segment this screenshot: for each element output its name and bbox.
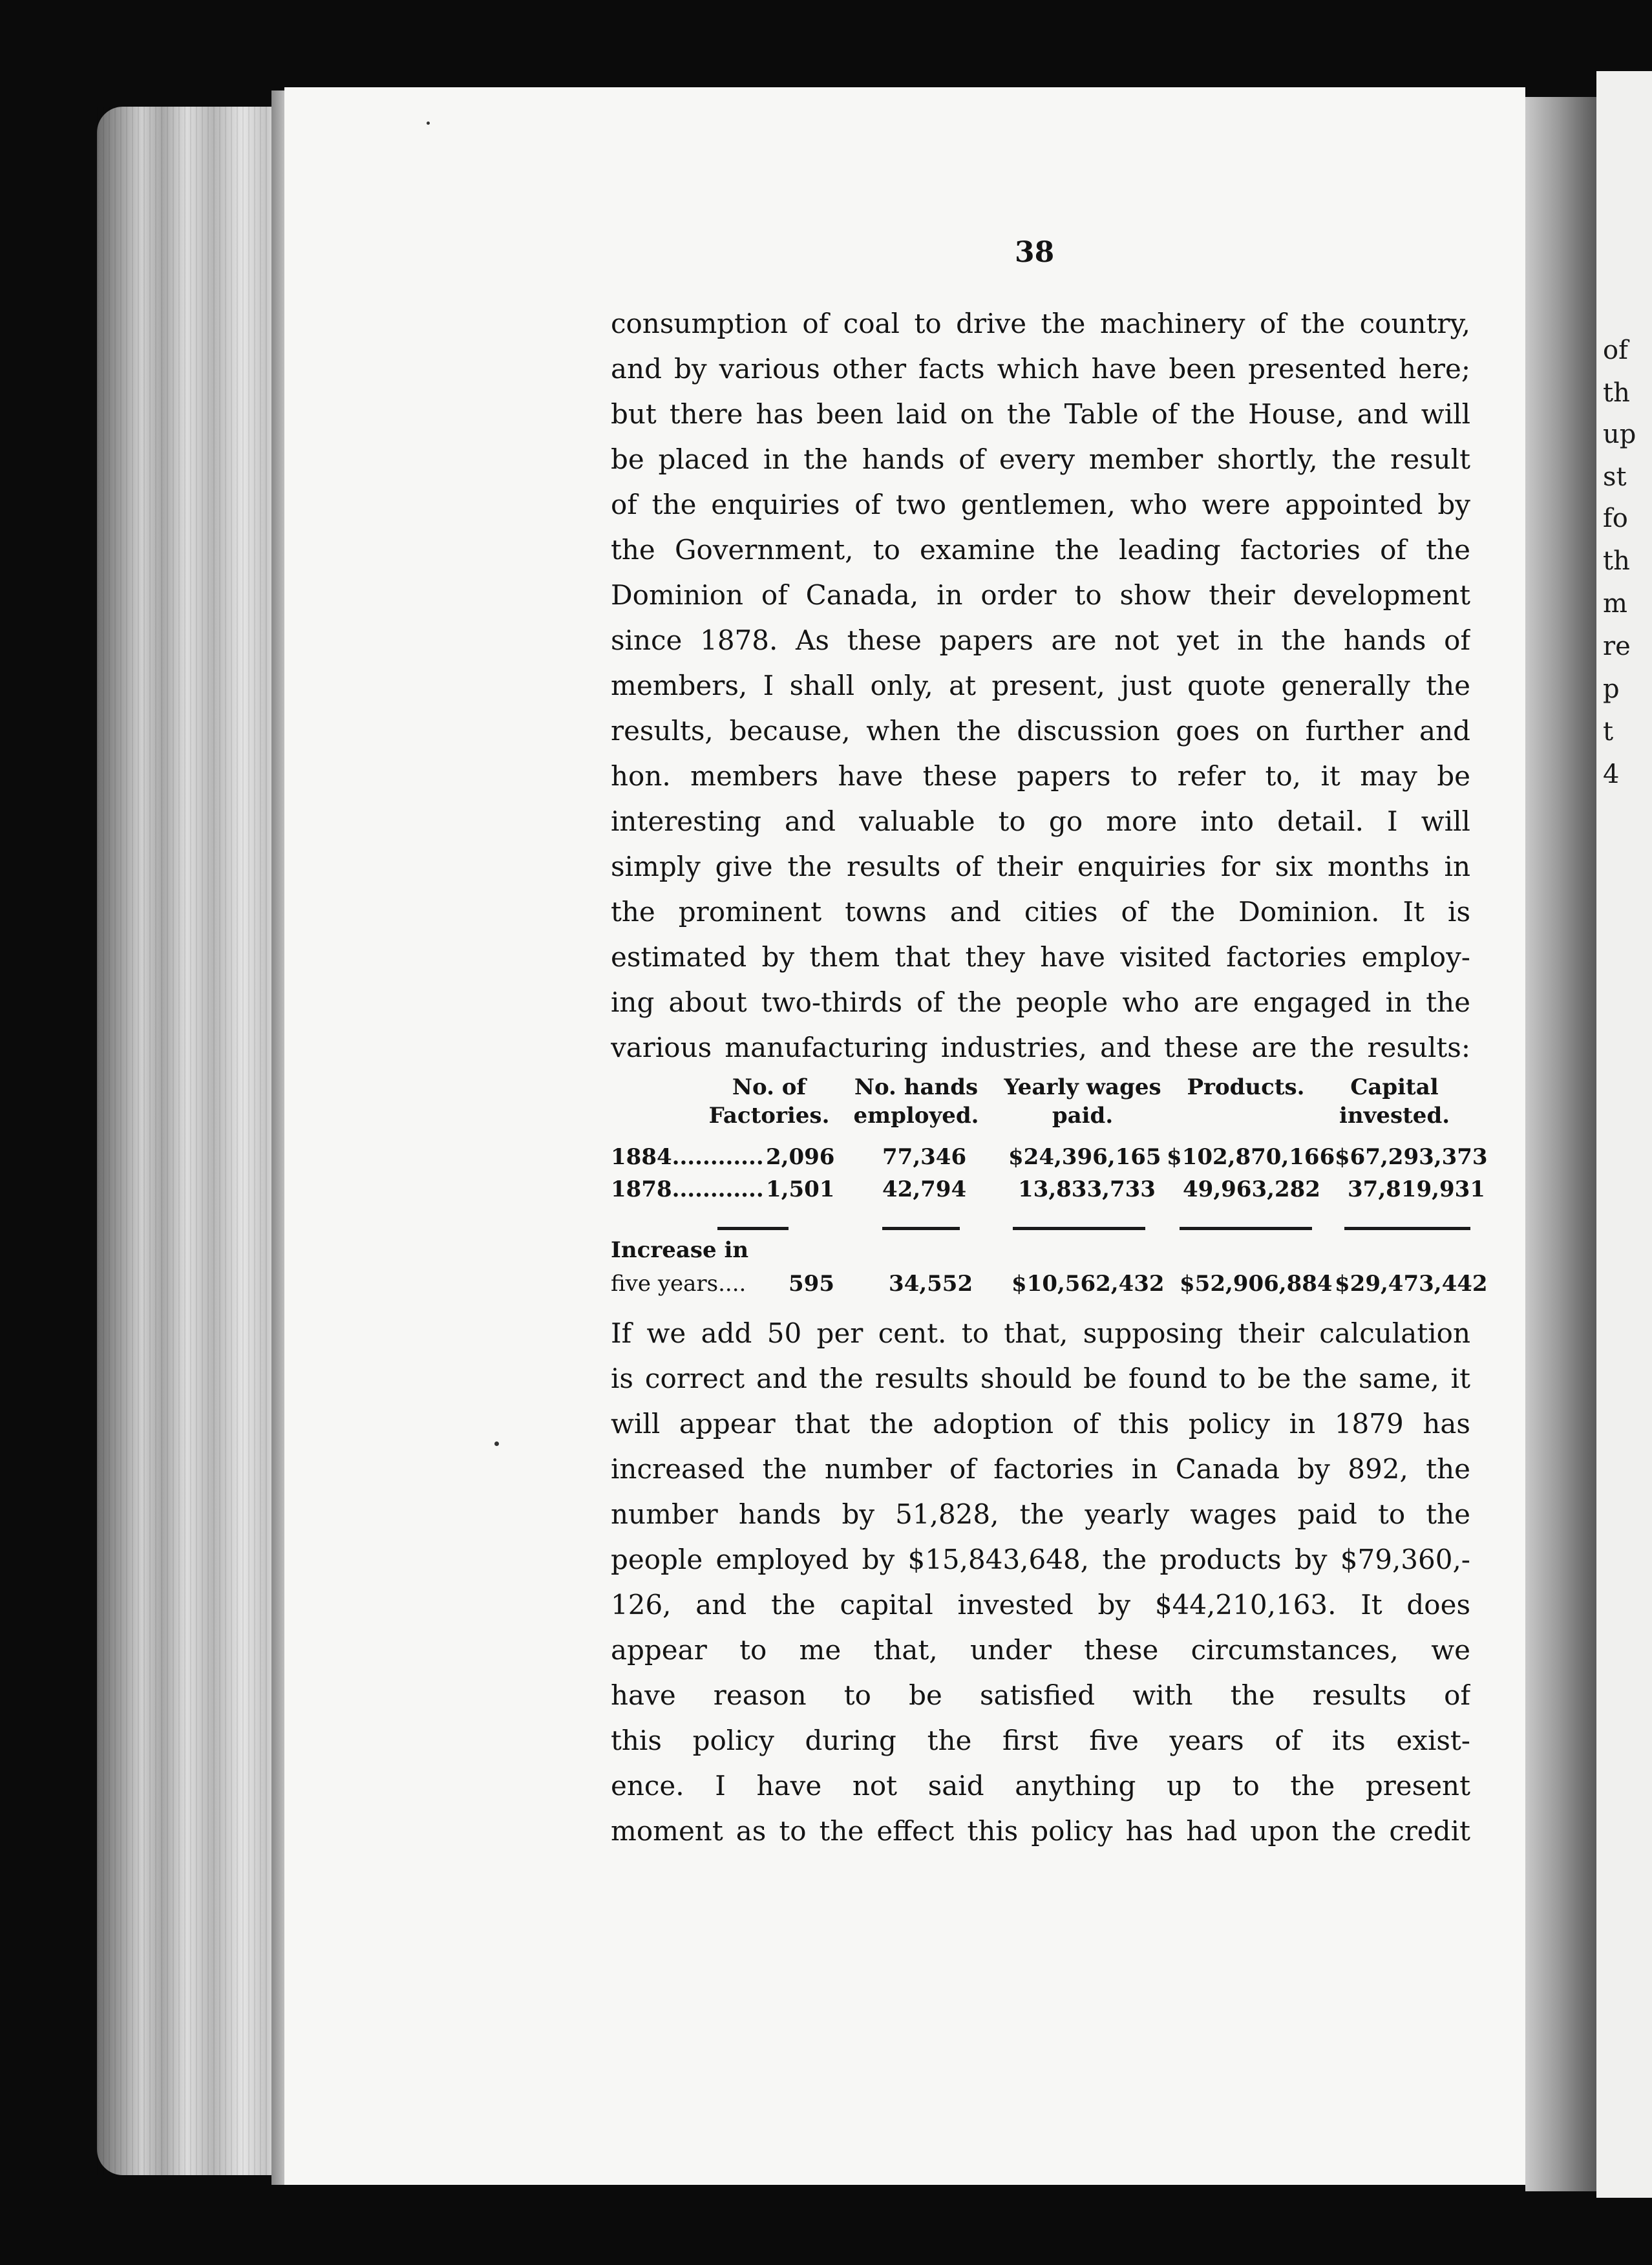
adjacent-page-fragment: th (1603, 546, 1630, 576)
table-rule (1013, 1227, 1145, 1230)
text-line: ing about two-thirds of the people who are engaged in the (611, 986, 1470, 1018)
paragraph-analysis (611, 1311, 1470, 1854)
text-line: hon. members have these papers to refer to, it may be (611, 760, 1470, 792)
table-cell: 42,794 (882, 1176, 967, 1202)
column-header-factories: No. of Factories. (708, 1074, 830, 1129)
increase-label: Increase in (611, 1237, 749, 1263)
text-line: increased the number of factories in Canada by 892, the (611, 1453, 1470, 1485)
text-line: the Government, to examine the leading factories of the (611, 534, 1470, 566)
table-cell: 34,552 (889, 1271, 973, 1297)
text-line: ence. I have not said anything up to the present (611, 1770, 1470, 1802)
table-cell: 13,833,733 (1018, 1176, 1156, 1202)
text-line: the prominent towns and cities of the Dominion. It is (611, 896, 1470, 928)
paper-speck (427, 122, 430, 125)
text-line: 126, and the capital invested by $44,210,163. It does (611, 1589, 1470, 1621)
adjacent-page-fragment: fo (1603, 504, 1628, 533)
text-line: interesting and valuable to go more into detail. I will (611, 805, 1470, 837)
table-cell: 595 (789, 1271, 834, 1297)
column-header-hands: No. hands employed. (853, 1074, 979, 1129)
table-cell: 49,963,282 (1183, 1176, 1320, 1202)
table-cell: $102,870,166 (1167, 1144, 1335, 1170)
adjacent-page-fragment: up (1603, 420, 1636, 449)
text-line: appear to me that, under these circumstances, we (611, 1634, 1470, 1666)
table-cell: 2,096 (766, 1144, 835, 1170)
text-line: will appear that the adoption of this policy in 1879 has (611, 1408, 1470, 1440)
paper-speck (494, 1441, 499, 1446)
table-cell: $67,293,373 (1335, 1144, 1488, 1170)
table-cell: $29,473,442 (1335, 1271, 1488, 1297)
table-cell: $52,906,884 (1180, 1271, 1333, 1297)
binding-shadow (1525, 97, 1596, 2191)
text-line: Dominion of Canada, in order to show their development (611, 579, 1470, 611)
increase-label: five years.... (611, 1271, 747, 1297)
column-header-products: Products. (1187, 1074, 1305, 1100)
text-line: moment as to the effect this policy has had upon the credit (611, 1815, 1470, 1847)
text-line: results, because, when the discussion goes on further and (611, 715, 1470, 747)
adjacent-page-fragment: th (1603, 378, 1630, 408)
row-label-1878: 1878............ (611, 1176, 764, 1202)
text-line: various manufacturing industries, and these are the results: (611, 1032, 1470, 1063)
text-line: If we add 50 per cent. to that, supposing their calculation (611, 1317, 1470, 1349)
adjacent-page (1596, 71, 1652, 2198)
table-cell: $10,562,432 (1011, 1271, 1165, 1297)
adjacent-page-fragment: t (1603, 717, 1614, 747)
text-line: number hands by 51,828, the yearly wages paid to the (611, 1498, 1470, 1530)
adjacent-page-fragment: st (1603, 462, 1627, 492)
text-line: since 1878. As these papers are not yet in the hands of (611, 624, 1470, 656)
text-line: members, I shall only, at present, just quote generally the (611, 670, 1470, 701)
paragraph-intro (611, 301, 1470, 1070)
table-cell: 77,346 (882, 1144, 967, 1170)
text-line: this policy during the first five years of its exist- (611, 1725, 1470, 1756)
text-line: estimated by them that they have visited factories employ- (611, 941, 1470, 973)
table-rule (717, 1227, 789, 1230)
text-line: people employed by $15,843,648, the products by $79,360,- (611, 1544, 1470, 1575)
text-line: simply give the results of their enquiries for six months in (611, 851, 1470, 882)
text-line: have reason to be satisfied with the results of (611, 1679, 1470, 1711)
table-cell: 1,501 (766, 1176, 835, 1202)
adjacent-page-fragment: 4 (1603, 760, 1620, 789)
text-line: of the enquiries of two gentlemen, who were appointed by (611, 489, 1470, 520)
adjacent-page-fragment: p (1603, 674, 1620, 704)
column-header-wages: Yearly wages paid. (1004, 1074, 1161, 1129)
table-rule (1344, 1227, 1470, 1230)
adjacent-page-fragment: m (1603, 589, 1627, 619)
table-cell: $24,396,165 (1008, 1144, 1161, 1170)
text-line: but there has been laid on the Table of the House, and will (611, 398, 1470, 430)
text-line: is correct and the results should be found to be the same, it (611, 1363, 1470, 1394)
text-line: be placed in the hands of every member shortly, the result (611, 443, 1470, 475)
adjacent-page-fragment: re (1603, 632, 1631, 661)
text-line: consumption of coal to drive the machinery of the country, (611, 308, 1470, 339)
page-number: 38 (1015, 236, 1055, 269)
page-stack-edge (97, 107, 284, 2175)
row-label-1884: 1884............ (611, 1144, 764, 1170)
text-line: and by various other facts which have been presented here; (611, 353, 1470, 385)
table-rule (882, 1227, 960, 1230)
table-rule (1180, 1227, 1312, 1230)
column-header-capital: Capital invested. (1339, 1074, 1450, 1129)
table-cell: 37,819,931 (1348, 1176, 1485, 1202)
adjacent-page-fragment: of (1603, 335, 1628, 365)
